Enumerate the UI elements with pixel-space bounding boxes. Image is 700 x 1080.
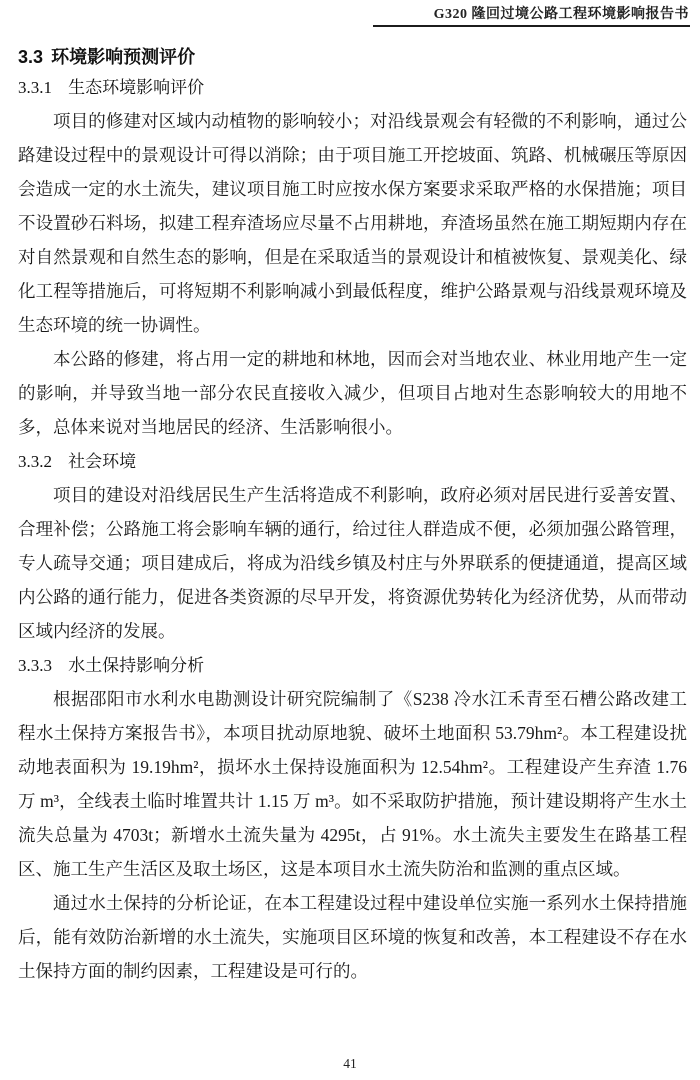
- subsection-number: 3.3.2: [18, 452, 52, 471]
- report-header-title: G320 隆回过境公路工程环境影响报告书: [433, 7, 689, 22]
- subsection-heading-332: [18, 450, 687, 474]
- paragraph-soil-2: 通过水土保持的分析论证，在本工程建设过程中建设单位实施一系列水土保持措施后，能有效防治新增的水土流失，实施项目区环境的恢复和改善，本工程建设不存在水土保持方面的制约因素，工程建设是可行的。: [18, 893, 687, 981]
- page-content: [18, 40, 687, 988]
- section-title: 环境影响预测评价: [51, 47, 196, 67]
- subsection-title: 水土保持影响分析: [68, 656, 205, 675]
- subsection-number: 3.3.3: [18, 656, 52, 675]
- page-number: 41: [343, 1056, 357, 1071]
- section-heading-33: [18, 44, 687, 70]
- subsection-title: 生态环境影响评价: [68, 78, 205, 97]
- subsection-heading-331: [18, 76, 687, 100]
- subsection-number: 3.3.1: [18, 78, 52, 97]
- section-number: 3.3: [18, 47, 44, 67]
- paragraph-social-1: 项目的建设对沿线居民生产生活将造成不利影响，政府必须对居民进行妥善安置、合理补偿；公路施工将会影响车辆的通行，给过往人群造成不便，必须加强公路管理，专人疏导交通；项目建成后，将成为沿线乡镇及村庄与外界联系的便捷通道，提高区域内公路的通行能力，促进各类资源的尽早开发，将资源优势转化为经济优势，从而带动区域内经济的发展。: [18, 485, 687, 641]
- paragraph-soil-1: 根据邵阳市水利水电勘测设计研究院编制了《S238 冷水江禾青至石槽公路改建工程水土保持方案报告书》，本项目扰动原地貌、破坏土地面积 53.79hm²。本工程建设扰动地表面积为 19.19hm²，损坏水土保持设施面积为 12.54hm²。工程建设产生弃渣 1.76 万 m³，全线表土临时堆置共计 1.15 万 m³。如不采取防护措施，预计建设期将产生水土流失总量为 4703t；新增水土流失量为 4295t，占 91%。水土流失主要发生在路基工程区、施工生产生活区及取土场区，这是本项目水土流失防治和监测的重点区域。: [18, 689, 687, 879]
- subsection-heading-333: [18, 654, 687, 678]
- header-rule: [373, 25, 690, 27]
- paragraph-eco-2: 本公路的修建，将占用一定的耕地和林地，因而会对当地农业、林业用地产生一定的影响，并导致当地一部分农民直接收入减少，但项目占地对生态影响较大的用地不多，总体来说对当地居民的经济、生活影响很小。: [18, 349, 687, 437]
- paragraph-eco-1: 项目的修建对区域内动植物的影响较小；对沿线景观会有轻微的不利影响，通过公路建设过程中的景观设计可得以消除；由于项目施工开挖坡面、筑路、机械碾压等原因会造成一定的水土流失，建议项目施工时应按水保方案要求采取严格的水保措施；项目不设置砂石料场，拟建工程弃渣场应尽量不占用耕地，弃渣场虽然在施工期短期内存在对自然景观和自然生态的影响，但是在采取适当的景观设计和植被恢复、景观美化、绿化工程等措施后，可将短期不利影响减小到最低程度，维护公路景观与沿线景观环境及生态环境的统一协调性。: [18, 111, 687, 335]
- subsection-title: 社会环境: [68, 452, 137, 471]
